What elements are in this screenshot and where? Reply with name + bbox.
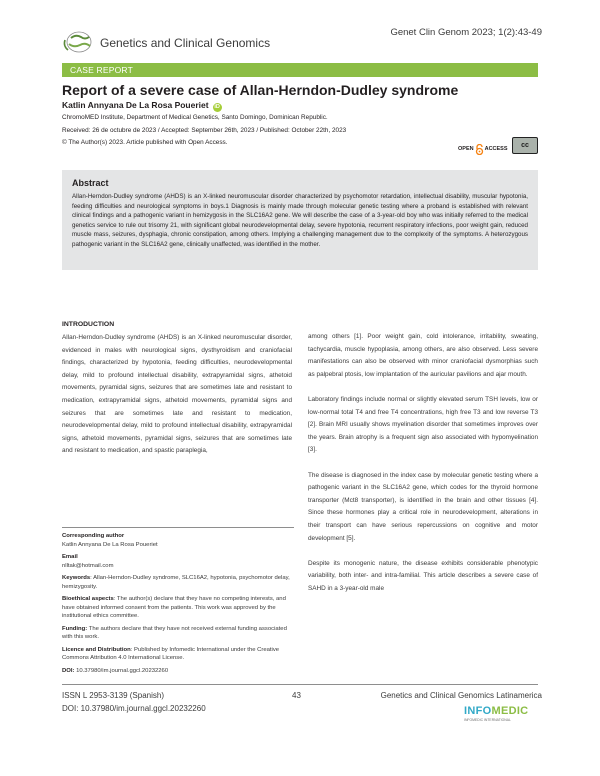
- keywords-text: : Allan-Herndon-Dudley syndrome, SLC16A2, hypotonia, psychomotor delay, hemizygosity.: [62, 575, 290, 590]
- bioethics-block: [62, 595, 294, 621]
- footer-issn: ISSN L 2953-3139 (Spanish): [62, 691, 164, 700]
- page-number: 43: [292, 691, 301, 700]
- sidebar-divider: [62, 527, 294, 528]
- email-label: Email: [62, 554, 78, 560]
- bioethics-label: Bioethical aspects: [62, 596, 114, 602]
- article-dates: Received: 26 de octubre de 2023 / Accepted: September 26th, 2023 / Published: October 22th, 2023: [62, 127, 347, 134]
- email-address[interactable]: nlltak@hotmail.com: [62, 562, 114, 569]
- orcid-icon[interactable]: iD: [214, 104, 220, 110]
- copyright-notice: © The Author(s) 2023. Article published with Open Access.: [62, 139, 228, 146]
- abstract-heading: Abstract: [72, 178, 109, 188]
- doi-text[interactable]: 10.37980/im.journal.ggcl.20232260: [74, 667, 169, 674]
- article-title: Report of a severe case of Allan-Herndon-Dudley syndrome: [62, 82, 459, 98]
- abstract-text: Allan-Herndon-Dudley syndrome (AHDS) is an X-linked neuromuscular disorder characterized by psychomotor retardation, intellectual disability, muscular hypotonia, feeding difficulties and neurological symptoms in boys.1 Diagnosis is mainly made through molecular genetic testing where a proband is established with relevant clinical findings and a pathogenic variant in hemizygosis in the SLC16A2 gene. We will describe the case of a 3-year-old boy who was initially referred to the medical genetics service to rule out trisomy 21, with significant global neurodevelopmental delay, severe hypotonia, recurrent respiratory infections, poor weight gain, reduced muscle mass, seizures, dysphagia, chronic constipation, among others. Implying a challenging management due to the complexity of the symptoms. A heterozygous pathogenic variant in the SLC16A2 gene, clinically unaffected, was identified in the mother.: [72, 193, 528, 248]
- intro-paragraph-2: among others [1]. Poor weight gain, cold intolerance, irritability, sweating, tachycardia, muscle hypoplasia, among others, are also observed. Less severe manifestations can also be observed with minor craniofacial dysmorphias such as palpebral ptosis, low implantation of the auricular pavilions and ajar mouth.: [308, 333, 538, 378]
- journal-citation: Genet Clin Genom 2023; 1(2):43-49: [390, 27, 542, 38]
- infomedic-subtitle: INFOMEDIC INTERNATIONAL: [464, 718, 511, 722]
- open-access-left: OPEN: [458, 146, 474, 152]
- affiliation: ChromoMED Institute, Department of Medical Genetics, Santo Domingo, Dominican Republic.: [62, 114, 328, 121]
- keywords-label: Keywords: [62, 575, 91, 581]
- section-label: CASE REPORT: [70, 64, 133, 75]
- author-line: [62, 100, 222, 112]
- intro-paragraph-4: The disease is diagnosed in the index case by molecular genetic testing where a pathogenic variant in the SLC16A2 gene, which codes for the thyroid hormone transporter (Mct8 transporter), is identified in the brain and other tissues [4]. Since these hormones play a critical role in neurodevelopment, alterations in their transport can have serious repercussions on cognitive and motor development [5].: [308, 471, 538, 542]
- intro-paragraph-3: Laboratory findings include normal or slightly elevated serum TSH levels, low or low-normal total T4 and free T4 concentrations, high free T3 and low reverse T3 [2]. Brain MRI usually shows myelination disorder that sometimes improves over the years. Brain atrophy is a frequent sign also associated with hypomyelination [3].: [308, 395, 538, 454]
- corresponding-author-label: Corresponding author: [62, 533, 125, 539]
- funding-label: Funding:: [62, 625, 88, 632]
- open-access-lock-icon: [475, 144, 484, 155]
- journal-logo-icon: [62, 28, 96, 56]
- open-access-right: ACCESS: [484, 146, 508, 152]
- corresponding-author-name: Katlin Annyana De La Rosa Poueriet: [62, 541, 158, 548]
- open-access-badge: [458, 142, 508, 156]
- abstract-box: [62, 170, 538, 270]
- funding-block: [62, 625, 294, 642]
- creative-commons-icon: cc: [512, 137, 538, 154]
- licence-text: : Published by Infomedic International under the Creative Commons Attribution 4.0 International License.: [62, 646, 280, 661]
- licence-label: Licence and Distribution: [62, 646, 131, 653]
- intro-paragraph-5: Despite its monogenic nature, the disease exhibits considerable phenotypic variability, both inter- and intra-familial. This article describes a severe case of SAHD in a 3-year-old male: [308, 559, 538, 592]
- journal-name: Genetics and Clinical Genomics: [100, 36, 271, 50]
- doi-label: DOI:: [62, 667, 75, 674]
- infomedic-logo-b: MEDIC: [491, 705, 529, 717]
- footer-divider: [62, 684, 538, 685]
- article-info-sidebar: [62, 527, 294, 679]
- body-right-column: [308, 331, 538, 608]
- infomedic-logo-a: INFO: [464, 705, 492, 717]
- bioethics-text: : The author(s) declare that they have no competing interests, and have obtained informed consent from the patients. This work was approved by the institutional ethics committee.: [62, 596, 286, 619]
- funding-text: The authors declare that they have not received external funding associated with this work.: [62, 625, 287, 640]
- footer-doi[interactable]: DOI: 10.37980/im.journal.ggcl.20232260: [62, 704, 206, 713]
- infomedic-logo: [464, 705, 528, 717]
- section-label-bar: [62, 63, 538, 77]
- corresponding-author-block: [62, 532, 294, 549]
- doi-block: [62, 667, 294, 676]
- introduction-heading: INTRODUCTION: [62, 321, 115, 328]
- footer-journal-name: Genetics and Clinical Genomics Latinamerica: [380, 691, 542, 700]
- author-name: Katlin Annyana De La Rosa Poueriet: [62, 100, 209, 110]
- licence-block: [62, 646, 294, 663]
- body-left-column: [62, 332, 292, 458]
- intro-paragraph-1: Allan-Herndon-Dudley syndrome (AHDS) is an X-linked neuromuscular disorder, evidenced in males with neurological signs, dysthyroidism and craniofacial findings, characterized by hypotonia, feeding difficulties, neurodevelopmental delay, mild to profound intellectual disability, extrapyramidal signs, athetoid movements, pyramidal signs, seizures that are sometimes late and resistant to medication, extrapyramidal signs, athetoid movements, pyramidal signs and seizures that are sometimes late and resistant to medication, neurodevelopmental delay, mild to profound intellectual disability, extrapyramidal signs, athetoid movements, pyramidal signs, seizures that are sometimes late and resistant to medication, and spastic paraplegia,: [62, 334, 292, 455]
- keywords-block: [62, 574, 294, 591]
- email-block: [62, 553, 294, 570]
